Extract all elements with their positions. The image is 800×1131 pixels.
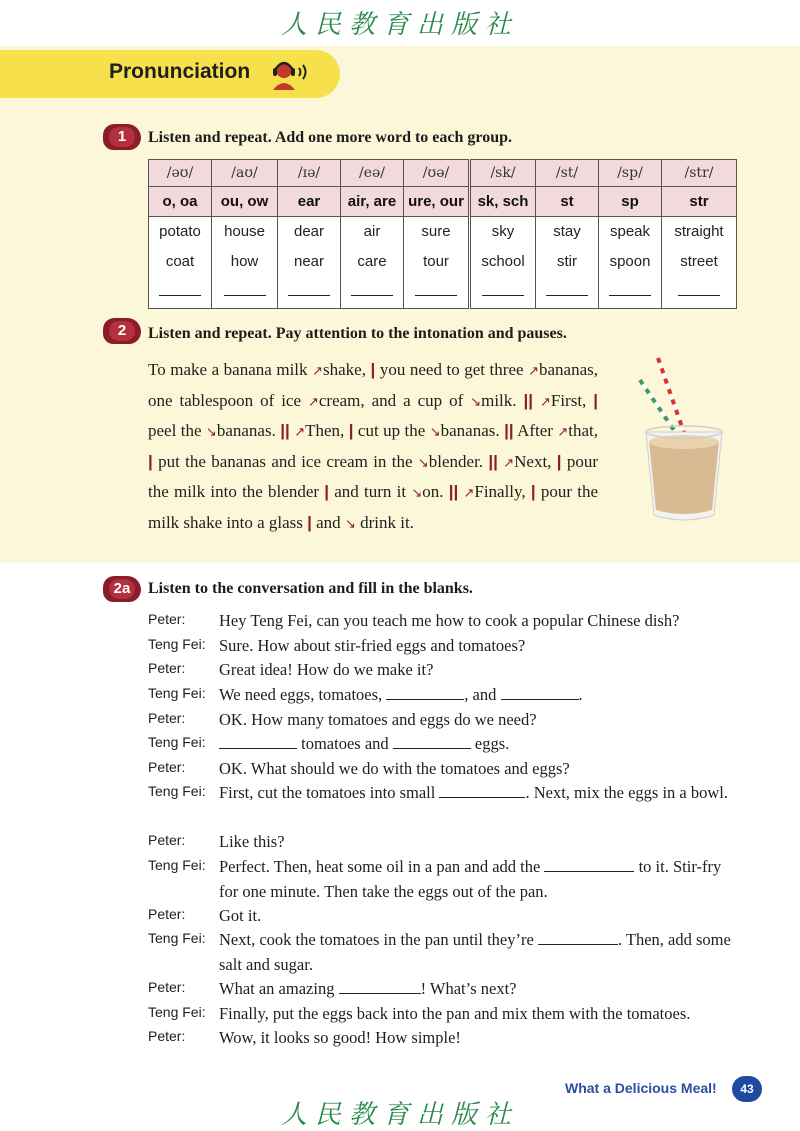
fill-blank[interactable] bbox=[544, 856, 634, 872]
speech-text: First, cut the tomatoes into small . Next, mix the eggs in a bowl. bbox=[219, 783, 729, 802]
speaker-name: Peter: bbox=[148, 1028, 186, 1044]
rising-intonation-icon: ↗ bbox=[463, 486, 475, 502]
long-pause-icon: || bbox=[448, 482, 459, 502]
short-pause-icon: | bbox=[593, 390, 599, 410]
fill-blank[interactable] bbox=[393, 733, 471, 749]
word: sky bbox=[491, 223, 515, 240]
word: potato bbox=[159, 223, 201, 240]
short-pause-icon: | bbox=[370, 360, 376, 379]
falling-intonation-icon: ↘ bbox=[344, 516, 356, 532]
passage-text: cut up the bbox=[357, 421, 426, 441]
speaker-name: Teng Fei: bbox=[148, 930, 206, 946]
rising-intonation-icon: ↗ bbox=[557, 425, 569, 441]
answer-blank[interactable] bbox=[351, 279, 393, 296]
word: coat bbox=[165, 253, 195, 270]
sound-groups-table bbox=[148, 159, 737, 309]
rising-intonation-icon: ↗ bbox=[307, 394, 319, 410]
word-group bbox=[212, 217, 278, 309]
spelling-cell: o, oa bbox=[149, 187, 212, 217]
rising-intonation-icon: ↗ bbox=[312, 364, 323, 379]
footer-unit-title: What a Delicious Meal! bbox=[565, 1080, 717, 1096]
speaker-name: Peter: bbox=[148, 660, 186, 676]
speech-text: Perfect. Then, heat some oil in a pan and add the to it. Stir-fry for one minute. Then take the eggs out of the pan. bbox=[219, 857, 722, 901]
word: tour bbox=[423, 253, 449, 270]
word-group bbox=[599, 217, 662, 309]
answer-blank[interactable] bbox=[678, 279, 720, 296]
answer-blank[interactable] bbox=[288, 279, 330, 296]
speech-text: Next, cook the tomatoes in the pan until they’re . Then, add some salt and sugar. bbox=[219, 930, 731, 974]
speech-text: OK. What should we do with the tomatoes and eggs? bbox=[219, 759, 570, 778]
word-group bbox=[278, 217, 341, 309]
passage-text: and bbox=[316, 512, 345, 532]
fill-blank[interactable] bbox=[439, 782, 525, 798]
falling-intonation-icon: ↘ bbox=[429, 425, 441, 441]
ipa-cell: /sk/ bbox=[470, 160, 536, 187]
word-group bbox=[341, 217, 404, 309]
word: how bbox=[230, 253, 259, 270]
passage-text: bananas, one tablespoon of ice bbox=[148, 360, 599, 410]
short-pause-icon: | bbox=[148, 451, 153, 471]
passage-text: First, bbox=[550, 390, 587, 410]
passage-text: Then, bbox=[305, 421, 345, 441]
fill-blank[interactable] bbox=[501, 684, 579, 700]
speaker-name: Teng Fei: bbox=[148, 734, 206, 750]
ipa-cell: /ʊə/ bbox=[404, 160, 470, 187]
fill-blank[interactable] bbox=[339, 978, 421, 994]
word: stay bbox=[553, 223, 581, 240]
passage-text: shake, bbox=[322, 360, 366, 379]
speaker-name: Peter: bbox=[148, 906, 186, 922]
speaker-name: Peter: bbox=[148, 979, 186, 995]
exercise-2-badge: 2 bbox=[103, 318, 141, 344]
spelling-cell: air, are bbox=[341, 187, 404, 217]
speaker-name: Teng Fei: bbox=[148, 857, 206, 873]
word-group bbox=[470, 217, 536, 309]
exercise-1-instruction: Listen and repeat. Add one more word to each group. bbox=[148, 129, 513, 146]
passage-text: and turn it bbox=[334, 482, 412, 502]
rising-intonation-icon: ↗ bbox=[528, 364, 539, 379]
page-number: 43 bbox=[732, 1076, 762, 1102]
speech-text: Like this? bbox=[219, 832, 285, 851]
exercise-2-instruction: Listen and repeat. Pay attention to the intonation and pauses. bbox=[148, 325, 567, 342]
headset-speaker-icon bbox=[270, 58, 312, 92]
short-pause-icon: | bbox=[530, 482, 536, 502]
spelling-row bbox=[149, 187, 737, 217]
ipa-row bbox=[149, 160, 737, 187]
ipa-cell: /əʊ/ bbox=[149, 160, 212, 187]
ipa-cell: /st/ bbox=[536, 160, 599, 187]
word: near bbox=[293, 253, 325, 270]
word: dear bbox=[293, 223, 325, 240]
banana-milkshake-image bbox=[628, 350, 740, 525]
ipa-cell: /eə/ bbox=[341, 160, 404, 187]
answer-blank[interactable] bbox=[415, 279, 457, 296]
falling-intonation-icon: ↘ bbox=[417, 455, 429, 471]
speech-text: Great idea! How do we make it? bbox=[219, 660, 434, 679]
falling-intonation-icon: ↘ bbox=[470, 394, 482, 410]
spelling-cell: str bbox=[662, 187, 737, 217]
rising-intonation-icon: ↗ bbox=[503, 455, 515, 471]
falling-intonation-icon: ↘ bbox=[411, 486, 423, 502]
word-group bbox=[149, 217, 212, 309]
speech-text: tomatoes and eggs. bbox=[219, 732, 739, 757]
long-pause-icon: || bbox=[280, 421, 290, 441]
long-pause-icon: || bbox=[488, 451, 498, 471]
short-pause-icon: | bbox=[348, 421, 354, 441]
ipa-cell: /sp/ bbox=[599, 160, 662, 187]
speech-text: What an amazing ! What’s next? bbox=[219, 979, 517, 998]
passage-text: Finally, bbox=[474, 482, 526, 502]
spelling-cell: ear bbox=[278, 187, 341, 217]
word-group bbox=[404, 217, 470, 309]
intonation-passage bbox=[148, 356, 598, 540]
rising-intonation-icon: ↗ bbox=[539, 394, 551, 410]
passage-text: Next, bbox=[514, 451, 552, 471]
fill-blank[interactable] bbox=[386, 684, 464, 700]
exercise-1-badge: 1 bbox=[103, 124, 141, 150]
passage-text: To make a banana milk bbox=[148, 360, 313, 379]
answer-blank[interactable] bbox=[609, 279, 651, 296]
speech-text: OK. How many tomatoes and eggs do we need? bbox=[219, 710, 537, 729]
short-pause-icon: | bbox=[556, 451, 562, 471]
word: sure bbox=[421, 223, 451, 240]
passage-text: you need to get three bbox=[379, 360, 524, 379]
speaker-name: Teng Fei: bbox=[148, 783, 206, 799]
word: straight bbox=[674, 223, 724, 240]
long-pause-icon: || bbox=[504, 421, 514, 441]
speaker-name: Peter: bbox=[148, 710, 186, 726]
passage-text: cream in the bbox=[326, 451, 418, 471]
word: street bbox=[680, 253, 718, 270]
passage-text: milk shake into a glass bbox=[148, 512, 303, 532]
rising-intonation-icon: ↗ bbox=[294, 425, 306, 441]
long-pause-icon: || bbox=[523, 390, 533, 410]
short-pause-icon: | bbox=[324, 482, 330, 502]
word-group bbox=[536, 217, 599, 309]
speaker-name: Teng Fei: bbox=[148, 636, 206, 652]
speech-text: Sure. How about stir-fried eggs and tomatoes? bbox=[219, 636, 526, 655]
speaker-name: Peter: bbox=[148, 759, 186, 775]
answer-blank[interactable] bbox=[159, 279, 201, 296]
passage-text: put the bananas and ice bbox=[158, 451, 322, 471]
answer-blank[interactable] bbox=[482, 279, 524, 296]
passage-text: blender. bbox=[428, 451, 484, 471]
ipa-cell: /aʊ/ bbox=[212, 160, 278, 187]
page-title: Pronunciation bbox=[109, 60, 251, 83]
speech-text: Finally, put the eggs back into the pan and mix them with the tomatoes. bbox=[219, 1004, 691, 1023]
word: care bbox=[357, 253, 387, 270]
fill-blank[interactable] bbox=[538, 929, 618, 945]
fill-blank[interactable] bbox=[219, 733, 297, 749]
exercise-2a-badge: 2a bbox=[103, 576, 141, 602]
passage-text: bananas. bbox=[216, 421, 276, 441]
exercise-2a-instruction: Listen to the conversation and fill in the blanks. bbox=[148, 580, 473, 597]
passage-text: drink it. bbox=[360, 512, 414, 532]
word: spoon bbox=[609, 253, 651, 270]
publisher-watermark-top: 人民教育出版社 bbox=[280, 10, 519, 40]
ipa-cell: /str/ bbox=[662, 160, 737, 187]
falling-intonation-icon: ↘ bbox=[205, 425, 217, 441]
speaker-name: Teng Fei: bbox=[148, 1004, 206, 1020]
passage-text: peel the bbox=[148, 421, 206, 441]
spelling-cell: sp bbox=[599, 187, 662, 217]
word: house bbox=[224, 223, 265, 240]
passage-text: pour the bbox=[540, 482, 599, 502]
speech-text: Got it. bbox=[219, 906, 262, 925]
word-group bbox=[662, 217, 737, 309]
answer-blank[interactable] bbox=[546, 279, 588, 296]
word: air bbox=[363, 223, 381, 240]
short-pause-icon: | bbox=[307, 512, 312, 532]
spelling-cell: ure, our bbox=[404, 187, 470, 217]
words-row bbox=[149, 217, 737, 309]
word: school bbox=[481, 253, 525, 270]
speaker-name: Peter: bbox=[148, 832, 186, 848]
word: speak bbox=[609, 223, 651, 240]
passage-text: milk. bbox=[481, 390, 517, 410]
speaker-name: Peter: bbox=[148, 611, 186, 627]
passage-text: that, bbox=[568, 421, 599, 441]
spelling-cell: sk, sch bbox=[470, 187, 536, 217]
speech-text: Hey Teng Fei, can you teach me how to cook a popular Chinese dish? bbox=[219, 611, 680, 630]
word: stir bbox=[557, 253, 577, 270]
publisher-watermark-bottom: 人民教育出版社 bbox=[280, 1100, 519, 1130]
ipa-cell: /ɪə/ bbox=[278, 160, 341, 187]
spelling-cell: st bbox=[536, 187, 599, 217]
passage-text: on. bbox=[422, 482, 444, 502]
passage-text: the blender bbox=[242, 482, 320, 502]
speech-text: We need eggs, tomatoes, , and . bbox=[219, 685, 583, 704]
passage-text: bananas. bbox=[440, 421, 500, 441]
passage-text: pour the milk into bbox=[148, 451, 599, 502]
speaker-name: Teng Fei: bbox=[148, 685, 206, 701]
speech-text: Wow, it looks so good! How simple! bbox=[219, 1028, 461, 1047]
passage-text: After bbox=[517, 421, 558, 441]
answer-blank[interactable] bbox=[224, 279, 266, 296]
passage-text: cream, and a cup of bbox=[318, 390, 464, 410]
spelling-cell: ou, ow bbox=[212, 187, 278, 217]
